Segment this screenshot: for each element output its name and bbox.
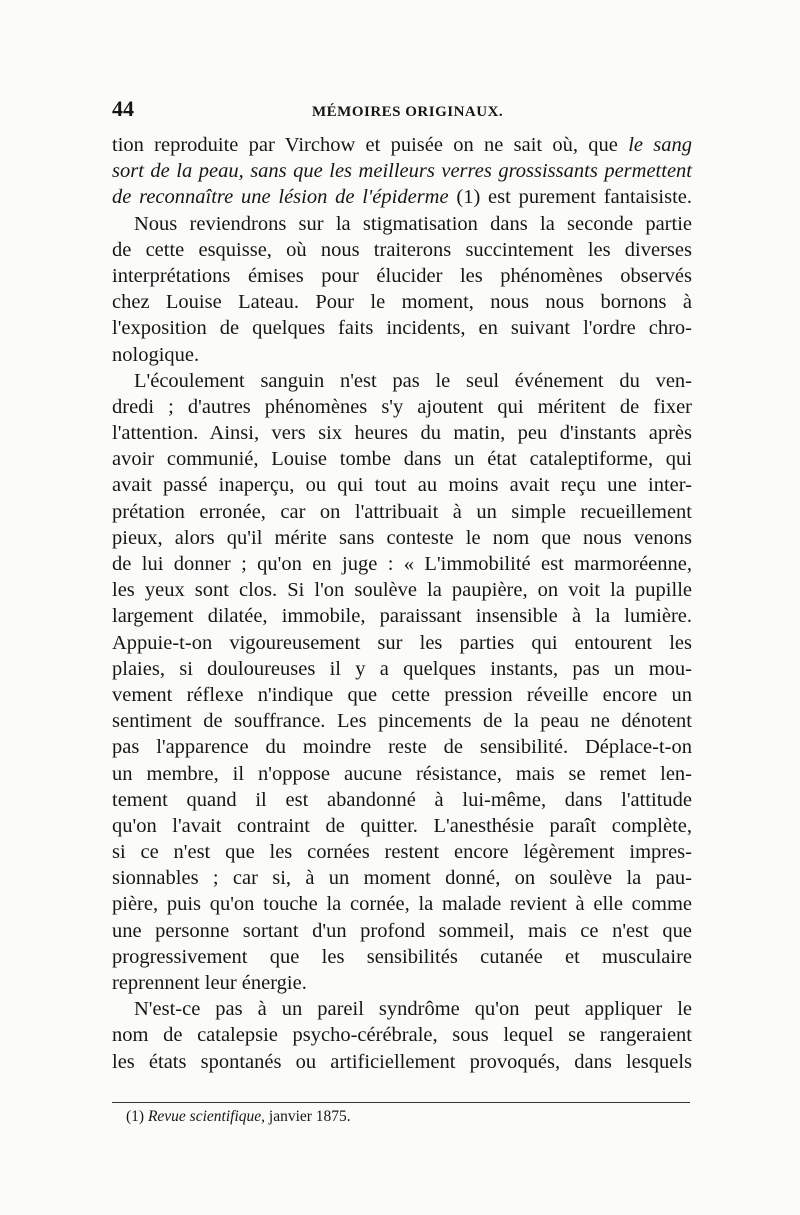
- page: [112, 96, 692, 1075]
- text-line: Appuie-t-on vigoureusement sur les parties qui entourent les: [112, 631, 692, 654]
- text-line: l'exposition de quelques faits incidents, en suivant l'ordre chro-: [112, 317, 692, 340]
- text-line: de lui donner ; qu'on en juge : « L'immobilité est marmoréenne,: [112, 553, 692, 575]
- text-line: avoir communié, Louise tombe dans un état cataleptiforme, qui: [112, 448, 692, 471]
- text-line: pas l'apparence du moindre reste de sensibilité. Déplace-t-on: [112, 736, 692, 759]
- text-line: les yeux sont clos. Si l'on soulève la paupière, on voit la pupille: [112, 579, 692, 602]
- text-line: tion reproduite par Virchow et puisée on ne sait où, que le sang: [112, 134, 692, 156]
- paragraph-start-line: Nous reviendrons sur la stigmatisation dans la seconde partie: [134, 212, 692, 235]
- text-line: plaies, si douloureuses il y a quelques instants, pas un mou-: [112, 657, 692, 680]
- paragraph-end-line: nologique.: [112, 343, 200, 366]
- text-line: vement réflexe n'indique que cette pression réveille encore un: [112, 683, 692, 706]
- text-line: pière, puis qu'on touche la cornée, la malade revient à elle comme: [112, 893, 692, 916]
- text-line: qu'on l'avait contraint de quitter. L'anesthésie paraît complète,: [112, 814, 692, 837]
- text-line: dredi ; d'autres phénomènes s'y ajoutent qui méritent de fixer: [112, 395, 692, 418]
- text-line: l'attention. Ainsi, vers six heures du matin, peu d'instants après: [112, 422, 692, 445]
- page-number: 44: [112, 96, 134, 121]
- text-line: sort de la peau, sans que les meilleurs verres grossissants permettent: [112, 160, 692, 183]
- text-line: sionnables ; car si, à un moment donné, on soulève la pau-: [112, 867, 692, 890]
- running-head: MÉMOIRES ORIGINAUX.: [312, 104, 504, 120]
- body-text: [112, 132, 692, 1075]
- text-line: de reconnaître une lésion de l'épiderme (1) est purement fantaisiste.: [112, 186, 693, 209]
- text-line: tement quand il est abandonné à lui-même, dans l'attitude: [112, 788, 692, 811]
- text-line: pieux, alors qu'il mérite sans conteste le nom que nous venons: [112, 526, 692, 549]
- footnote: [126, 1108, 351, 1126]
- text-line: progressivement que les sensibilités cutanée et musculaire: [112, 945, 692, 968]
- paragraph-start-line: N'est-ce pas à un pareil syndrôme qu'on peut appliquer le: [134, 998, 692, 1021]
- text-line: un membre, il n'oppose aucune résistance, mais se remet len-: [112, 762, 692, 785]
- footnote-date: janvier 1875.: [268, 1108, 351, 1125]
- text-line: prétation erronée, car on l'attribuait à un simple recueillement: [112, 500, 692, 523]
- text-line: chez Louise Lateau. Pour le moment, nous nous bornons à: [112, 291, 692, 314]
- paragraph-start-line: L'écoulement sanguin n'est pas le seul événement du ven-: [134, 369, 692, 392]
- footnote-marker: (1): [126, 1108, 145, 1125]
- text-line: sentiment de souffrance. Les pincements de la peau ne dénotent: [112, 710, 692, 733]
- footnote-divider: [112, 1102, 690, 1103]
- paragraph-end-line: reprennent leur énergie.: [112, 972, 307, 994]
- text-line: si ce n'est que les cornées restent encore légèrement impres-: [112, 841, 692, 864]
- text-line: interprétations émises pour élucider les phénomènes observés: [112, 264, 692, 287]
- text-line: les états spontanés ou artificiellement provoqués, dans lesquels: [112, 1050, 692, 1073]
- text-line: de cette esquisse, où nous traiterons succintement les diverses: [112, 238, 692, 261]
- text-line: largement dilatée, immobile, paraissant insensible à la lumière.: [112, 605, 692, 628]
- text-line: nom de catalepsie psycho-cérébrale, sous lequel se rangeraient: [112, 1024, 692, 1047]
- text-line: une personne sortant d'un profond sommeil, mais ce n'est que: [112, 919, 692, 942]
- footnote-source: Revue scientifique,: [147, 1108, 266, 1125]
- text-line: avait passé inaperçu, ou qui tout au moins avait reçu une inter-: [112, 474, 692, 497]
- page-header: [112, 96, 692, 124]
